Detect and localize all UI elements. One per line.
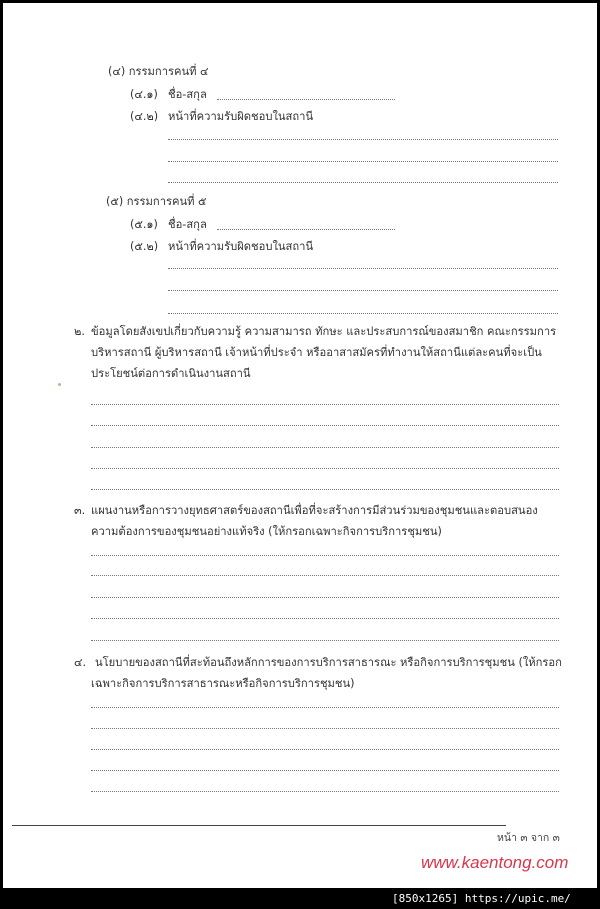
committee-4-name-field-label: ชื่อ-สกุล <box>168 88 207 101</box>
committee-4-duty-label: (๔.๒) <box>130 110 159 123</box>
section-3-text <box>91 500 538 542</box>
committee-4-heading: (๔) กรรมการคนที่ ๔ <box>108 65 209 78</box>
committee-4-duty-line-1[interactable] <box>168 139 558 140</box>
section-4-line-2: เฉพาะกิจการบริการสาธารณะหรือกิจการบริการชุมชน) <box>91 677 355 690</box>
section-2-answer-line-3[interactable] <box>91 447 559 448</box>
section-4-answer-line-1[interactable] <box>91 707 559 708</box>
footer-rule <box>12 825 506 826</box>
section-4-answer-line-5[interactable] <box>91 791 559 792</box>
committee-5-duty-field-label: หน้าที่ความรับผิดชอบในสถานี <box>168 240 314 253</box>
section-4-number: ๔. <box>74 656 87 669</box>
section-3-answer-line-5[interactable] <box>91 640 559 641</box>
committee-5-name-label: (๕.๑) <box>130 218 158 231</box>
section-2-answer-line-1[interactable] <box>91 404 559 405</box>
section-3-answer-line-4[interactable] <box>91 618 559 619</box>
section-2-answer-line-4[interactable] <box>91 468 559 469</box>
committee-5-heading: (๕) กรรมการคนที่ ๕ <box>106 195 207 208</box>
section-2-number: ๒. <box>74 325 85 338</box>
committee-5-duty-line-2[interactable] <box>168 290 558 291</box>
committee-4-duty-line-2[interactable] <box>168 161 558 162</box>
page-number: หน้า ๓ จาก ๓ <box>497 832 560 844</box>
committee-5-duty-label: (๕.๒) <box>130 240 159 253</box>
section-3-answer-line-1[interactable] <box>91 555 559 556</box>
image-host-label: [850x1265] https://upic.me/ <box>392 892 571 905</box>
committee-5-name-field-label: ชื่อ-สกุล <box>168 218 207 231</box>
section-4-line-1: นโยบายของสถานีที่สะท้อนถึงหลักการของการบริการสาธารณะ หรือกิจการบริการชุมชน (ให้กรอก <box>95 656 562 669</box>
section-2-line-1: ข้อมูลโดยสังเขปเกี่ยวกับความรู้ ความสามารถ ทักษะ และประสบการณ์ของสมาชิก คณะกรรมการ <box>91 325 557 338</box>
section-4-answer-line-3[interactable] <box>91 749 559 750</box>
committee-4-name-label: (๔.๑) <box>130 88 158 101</box>
section-3-line-2: ความต้องการของชุมชนอย่างแท้จริง (ให้กรอกเฉพาะกิจการบริการชุมชน) <box>91 525 442 538</box>
committee-4-duty-line-3[interactable] <box>168 182 558 183</box>
committee-5-name-input-line[interactable] <box>217 229 395 230</box>
section-4-answer-line-2[interactable] <box>91 728 559 729</box>
section-2-line-2: บริหารสถานี ผู้บริหารสถานี เจ้าหน้าที่ประจำ หรืออาสาสมัครที่ทำงานให้สถานีแต่ละคนที่จะเป็น <box>91 346 542 359</box>
watermark: www.kaentong.com <box>421 853 569 872</box>
section-2-line-3: ประโยชน์ต่อการดำเนินงานสถานี <box>91 367 251 380</box>
committee-4-duty-field-label: หน้าที่ความรับผิดชอบในสถานี <box>168 110 314 123</box>
section-3-answer-line-2[interactable] <box>91 575 559 576</box>
scan-speck <box>58 383 61 386</box>
section-2-text <box>91 321 556 384</box>
section-3-line-1: แผนงานหรือการวางยุทธศาสตร์ของสถานีเพื่อที่จะสร้างการมีส่วนร่วมของชุมชนและตอบสนอง <box>91 504 538 517</box>
section-4-text <box>91 652 562 694</box>
section-2-answer-line-5[interactable] <box>91 489 559 490</box>
section-4-answer-line-4[interactable] <box>91 770 559 771</box>
section-2-answer-line-2[interactable] <box>91 425 559 426</box>
committee-5-duty-line-1[interactable] <box>168 268 558 269</box>
committee-5-duty-line-3[interactable] <box>168 313 558 314</box>
section-3-answer-line-3[interactable] <box>91 597 559 598</box>
document-page <box>3 3 597 888</box>
committee-4-name-input-line[interactable] <box>217 99 395 100</box>
section-3-number: ๓. <box>74 504 86 517</box>
